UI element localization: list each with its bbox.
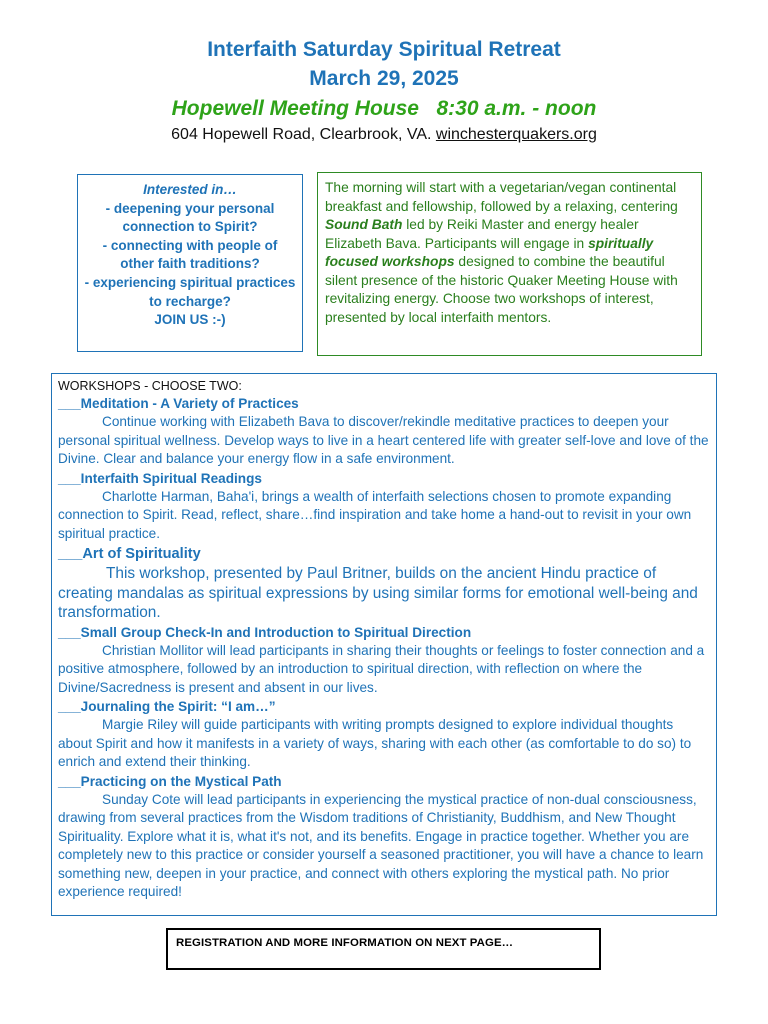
interest-lead: Interested in… [143,182,237,197]
intro-sound-bath: Sound Bath [325,217,403,232]
intro-part-1: The morning will start with a vegetarian/vegan continental breakfast and fellowship, followed by a relaxing, centering [325,180,678,214]
workshop-title-mystical: ___Practicing on the Mystical Path [58,773,282,789]
workshop-desc-small-group: Christian Mollitor will lead participants in sharing their thoughts or feelings to foster connection and a positive atmosphere, followed by an introduction to spiritual direction, with reflection on where the Divine/Sacredness is present and absent in our lives. [58,642,705,695]
join-cta: JOIN US :-) [154,312,226,328]
registration-notice-text: REGISTRATION AND MORE INFORMATION ON NEXT PAGE… [176,937,514,949]
workshop-title-art: ___Art of Spirituality [58,546,201,562]
intro-box [317,172,702,356]
event-address [0,124,768,146]
workshop-title-meditation: ___Meditation - A Variety of Practices [58,396,299,411]
interest-item-3: - experiencing spiritual practices to recharge? [84,274,296,309]
venue-time-text: Hopewell Meeting House 8:30 a.m. - noon [171,97,597,120]
event-title: Interfaith Saturday Spiritual Retreat [207,38,561,61]
interest-item-2: - connecting with people of other faith traditions? [102,237,278,272]
address-text: 604 Hopewell Road, Clearbrook, VA. [171,126,432,143]
workshop-desc-journaling: Margie Riley will guide participants with writing prompts designed to explore individual thoughts about Spirit and how it manifests in a variety of ways, sharing with each other (as comfortable to do so) to enrich and extend their thinking. [58,717,692,769]
workshop-title-small-group: ___Small Group Check-In and Introduction to Spiritual Direction [58,624,472,640]
workshop-desc-art: This workshop, presented by Paul Britner, builds on the ancient Hindu practice of creating mandalas as spiritual expressions by using similar forms for emotional well-being and transformation. [58,565,698,621]
event-date: March 29, 2025 [309,67,459,90]
venue-time [0,94,768,124]
interest-box [77,174,303,352]
registration-notice [166,928,601,970]
workshop-title-readings: ___Interfaith Spiritual Readings [58,470,262,486]
intro-part-2: led by Reiki Master and energy healer Elizabeth Bava. Participants will engage in [325,217,639,251]
workshops-box [51,373,717,916]
workshop-desc-meditation: Continue working with Elizabeth Bava to discover/rekindle meditative practices to deepen your personal spiritual wellness. Develop ways to live in a heart centered life with greater self-love and love of the Divine. Clear and balance your energy flow in a safe environment. [58,414,709,466]
intro-workshops: spiritually focused workshops [325,235,654,269]
interest-item-1: - deepening your personal connection to Spirit? [105,200,275,235]
workshops-heading: WORKSHOPS - CHOOSE TWO: [58,379,242,393]
intro-part-3: designed to combine the beautiful silent presence of the historic Quaker Meeting House with revitalizing energy. Choose two workshops of interest, presented by local interfaith mentors. [325,254,678,325]
flyer-header [0,36,768,146]
website-link[interactable]: winchesterquakers.org [435,126,597,143]
workshop-title-journaling: ___Journaling the Spirit: “I am…” [58,699,276,714]
workshop-desc-readings: Charlotte Harman, Baha'i, brings a wealth of interfaith selections chosen to promote expanding connection to Spirit. Read, reflect, share…find inspiration and take home a hand-out to revisit in your own spiritual practice. [58,488,692,541]
workshop-desc-mystical: Sunday Cote will lead participants in experiencing the mystical practice of non-dual consciousness, drawing from several practices from the Wisdom traditions of Christianity, Buddhism, and New Thought Spirituality. Explore what it is, what it's not, and its benefits. Engage in practice together. Whether you are completely new to this practice or consider yourself a seasoned practitioner, you will have a chance to learn something new, deepen in your practice, and connect with others exploring the mystical path. No prior experience required! [58,791,704,899]
